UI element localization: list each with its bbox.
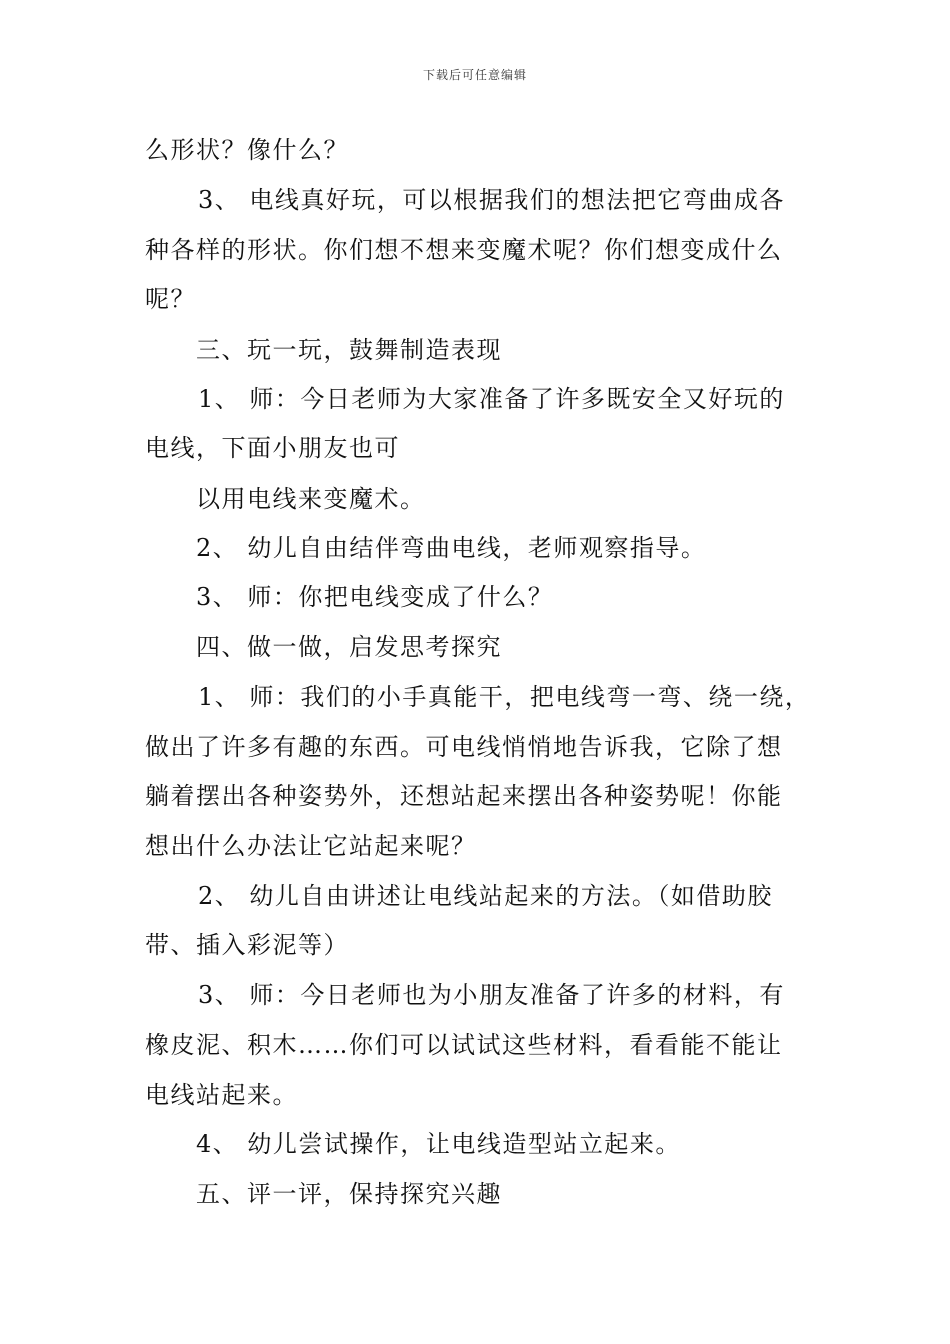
text-line: 做出了许多有趣的东西。可电线悄悄地告诉我，它除了想 <box>145 733 783 761</box>
text-line: 3、 师：你把电线变成了什么？ <box>196 583 554 611</box>
text-line: 1、 师：我们的小手真能干，把电线弯一弯、绕一绕， <box>198 683 811 711</box>
text-line: 种各样的形状。你们想不想来变魔术呢？你们想变成什么 <box>145 236 783 264</box>
text-line: 带、插入彩泥等） <box>145 931 349 959</box>
text-line: 电线，下面小朋友也可 <box>145 434 400 462</box>
page-header: 下载后可任意编辑 <box>422 68 527 82</box>
text-line: 2、 幼儿自由讲述让电线站起来的方法。（如借助胶 <box>198 882 773 910</box>
text-line: 3、 师：今日老师也为小朋友准备了许多的材料，有 <box>198 981 785 1009</box>
text-line: 橡皮泥、积木……你们可以试试这些材料，看看能不能让 <box>145 1031 783 1059</box>
text-line: 电线站起来。 <box>145 1081 298 1109</box>
text-line: 想出什么办法让它站起来呢？ <box>145 832 477 860</box>
section-heading: 五、评一评，保持探究兴趣 <box>196 1180 502 1208</box>
section-heading: 三、玩一玩，鼓舞制造表现 <box>196 336 502 364</box>
text-line: 呢？ <box>145 285 196 313</box>
text-line: 1、 师：今日老师为大家准备了许多既安全又好玩的 <box>198 385 785 413</box>
section-heading: 四、做一做，启发思考探究 <box>196 633 502 661</box>
text-line: 么形状？像什么？ <box>145 136 349 164</box>
text-line: 4、 幼儿尝试操作，让电线造型站立起来。 <box>196 1130 681 1158</box>
text-line: 3、 电线真好玩，可以根据我们的想法把它弯曲成各 <box>198 186 785 214</box>
text-line: 2、 幼儿自由结伴弯曲电线，老师观察指导。 <box>196 534 707 562</box>
text-line: 以用电线来变魔术。 <box>196 485 426 513</box>
text-line: 躺着摆出各种姿势外，还想站起来摆出各种姿势呢！你能 <box>145 782 783 810</box>
